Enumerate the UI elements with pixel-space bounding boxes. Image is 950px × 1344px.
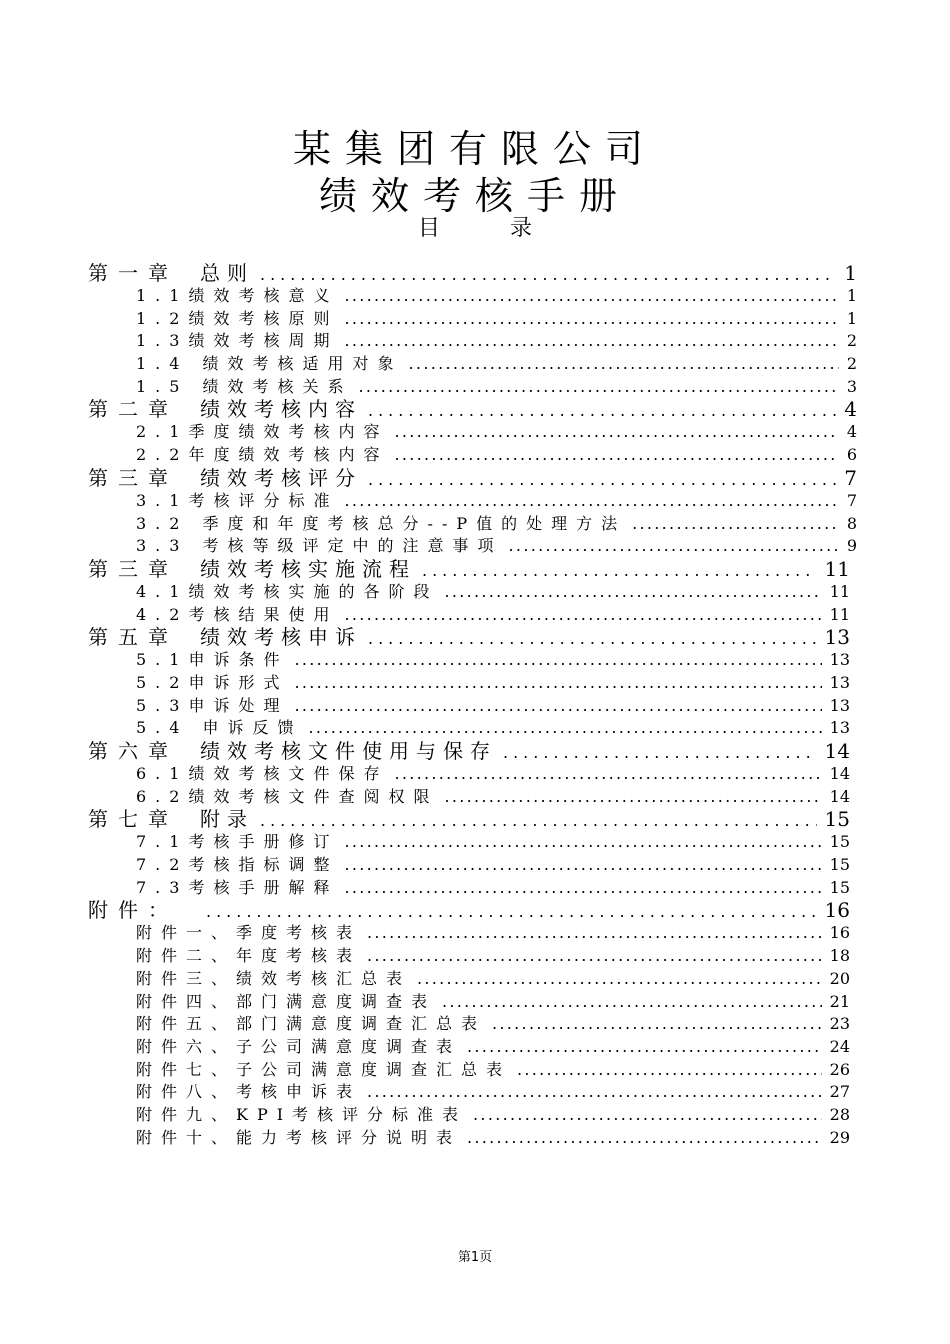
toc-page-number: 15	[829, 832, 850, 852]
toc-entry-label: 1.2绩效考核原则	[136, 308, 344, 331]
toc-dot-leader	[632, 513, 839, 536]
toc-page-number: 4	[844, 397, 857, 422]
toc-entry-label: 7.1考核手册修订	[136, 831, 344, 854]
toc-dot-leader	[394, 444, 838, 467]
toc-page-number: 27	[829, 1082, 850, 1102]
toc-section-entry[interactable]	[0, 1036, 950, 1059]
toc-entry-label: 5.3申诉处理	[136, 695, 294, 718]
toc-entry-label: 3.2 季度和年度考核总分--P值的处理方法	[136, 513, 632, 536]
toc-dot-leader	[367, 922, 822, 945]
toc-dot-leader	[344, 854, 821, 877]
toc-section-entry[interactable]	[0, 763, 950, 786]
toc-chapter-entry[interactable]	[0, 626, 950, 649]
toc-dot-leader	[444, 581, 821, 604]
toc-dot-leader	[467, 1127, 822, 1150]
toc-entry-label: 1.1绩效考核意义	[136, 285, 344, 308]
toc-chapter-entry[interactable]	[0, 467, 950, 490]
toc-dot-leader	[467, 1036, 822, 1059]
toc-dot-leader	[394, 763, 821, 786]
toc-chapter-title: 总则	[200, 261, 254, 285]
toc-entry-label: 附件七、子公司满意度调查汇总表	[136, 1059, 517, 1082]
toc-page-number: 21	[829, 991, 850, 1011]
toc-section-entry[interactable]	[0, 421, 950, 444]
toc-dot-leader	[344, 831, 821, 854]
toc-entry-label: 6.1绩效考核文件保存	[136, 763, 394, 786]
toc-entry-label: 附件三、绩效考核汇总表	[136, 968, 417, 991]
toc-entry-label: 5.1申诉条件	[136, 649, 294, 672]
toc-dot-leader	[368, 399, 836, 422]
toc-page-number: 8	[846, 513, 857, 533]
toc-section-entry[interactable]	[0, 1127, 950, 1150]
toc-page-number: 11	[829, 604, 850, 624]
toc-dot-leader	[509, 535, 839, 558]
toc-page-number: 14	[829, 764, 850, 783]
toc-chapter-title: 附录	[200, 807, 254, 832]
toc-page-number: 15	[829, 855, 850, 875]
document-title-manual: 绩效考核手册	[318, 174, 631, 218]
toc-entry-label: 附件一、季度考核表	[136, 922, 367, 945]
toc-page-number: 23	[829, 1014, 850, 1034]
toc-section-entry[interactable]	[0, 672, 950, 695]
toc-entry-label: 5.2申诉形式	[136, 672, 294, 695]
toc-chapter-title: 绩效考核实施流程	[200, 556, 416, 581]
toc-chapter-entry[interactable]	[0, 558, 950, 581]
toc-entry-label	[88, 899, 206, 922]
toc-entry-label	[88, 808, 260, 831]
toc-page-number: 11	[824, 556, 850, 581]
toc-page-number: 13	[829, 650, 850, 670]
toc-entry-label: 3.3 考核等级评定中的注意事项	[136, 535, 509, 558]
toc-dot-leader	[294, 649, 821, 672]
toc-section-entry[interactable]	[0, 1104, 950, 1127]
toc-page-number: 9	[846, 536, 857, 556]
toc-dot-leader	[294, 672, 821, 695]
toc-entry-label: 3.1考核评分标准	[136, 490, 344, 513]
toc-entry-label: 附件九、KPI考核评分标准表	[136, 1104, 473, 1127]
toc-entry-label: 2.1季度绩效考核内容	[136, 421, 394, 444]
table-of-contents	[0, 262, 950, 1149]
document-title-company: 某集团有限公司	[292, 127, 657, 171]
toc-section-entry[interactable]	[0, 854, 950, 877]
toc-page-number: 11	[829, 581, 850, 601]
toc-entry-label: 6.2绩效考核文件查阅权限	[136, 786, 444, 809]
toc-section-entry[interactable]	[0, 330, 950, 353]
toc-dot-leader	[309, 717, 822, 740]
toc-dot-leader	[344, 604, 821, 627]
toc-chapter-number: 附件：	[88, 898, 178, 923]
toc-entry-label: 5.4 申诉反馈	[136, 717, 309, 740]
toc-dot-leader	[344, 330, 838, 353]
toc-entry-label: 附件二、年度考核表	[136, 945, 367, 968]
toc-entry-label	[88, 467, 368, 490]
toc-page-number: 18	[829, 946, 850, 966]
toc-section-entry[interactable]	[0, 376, 950, 399]
toc-section-entry[interactable]	[0, 649, 950, 672]
toc-chapter-entry[interactable]	[0, 262, 950, 285]
toc-dot-leader	[260, 809, 817, 832]
toc-page-number: 3	[846, 376, 857, 396]
toc-page-number: 13	[829, 695, 850, 715]
toc-section-entry[interactable]	[0, 877, 950, 900]
toc-section-entry[interactable]	[0, 308, 950, 331]
toc-dot-leader	[367, 1081, 822, 1104]
toc-entry-label	[88, 558, 422, 581]
toc-entry-label	[88, 398, 368, 421]
toc-dot-leader	[344, 285, 838, 308]
toc-section-entry[interactable]	[0, 1081, 950, 1104]
toc-section-entry[interactable]	[0, 581, 950, 604]
toc-page-number: 7	[846, 490, 857, 510]
toc-entry-label: 附件十、能力考核评分说明表	[136, 1127, 467, 1150]
toc-dot-leader	[394, 421, 838, 444]
toc-section-entry[interactable]	[0, 353, 950, 376]
toc-chapter-title: 绩效考核申诉	[200, 625, 362, 650]
toc-dot-leader	[294, 695, 821, 718]
toc-entry-label: 4.1绩效考核实施的各阶段	[136, 581, 444, 604]
toc-entry-label: 1.5 绩效考核关系	[136, 376, 359, 399]
toc-page-number: 2	[846, 331, 857, 351]
toc-chapter-entry[interactable]	[0, 398, 950, 421]
toc-page-number: 2	[846, 354, 857, 374]
toc-section-entry[interactable]	[0, 285, 950, 308]
toc-entry-label	[88, 262, 260, 285]
toc-page-number: 28	[829, 1104, 850, 1124]
toc-page-number: 7	[844, 465, 857, 490]
toc-section-entry[interactable]	[0, 444, 950, 467]
toc-page-number: 13	[829, 718, 850, 738]
toc-heading: 目录	[417, 216, 602, 241]
toc-section-entry[interactable]	[0, 604, 950, 627]
toc-section-entry[interactable]	[0, 695, 950, 718]
toc-chapter-number: 第七章	[88, 807, 178, 832]
toc-chapter-entry[interactable]	[0, 899, 950, 922]
toc-dot-leader	[344, 490, 838, 513]
toc-page-number: 16	[824, 898, 850, 923]
toc-dot-leader	[359, 376, 839, 399]
toc-page-number: 1	[844, 261, 857, 285]
toc-section-entry[interactable]	[0, 513, 950, 536]
toc-entry-label: 附件四、部门满意度调查表	[136, 991, 442, 1014]
toc-dot-leader	[517, 1059, 822, 1082]
toc-dot-leader	[409, 353, 839, 376]
toc-section-entry[interactable]	[0, 831, 950, 854]
toc-entry-label: 附件六、子公司满意度调查表	[136, 1036, 467, 1059]
toc-section-entry[interactable]	[0, 1059, 950, 1082]
toc-dot-leader	[492, 1013, 822, 1036]
toc-entry-label: 2.2年度绩效考核内容	[136, 444, 394, 467]
toc-entry-label: 4.2考核结果使用	[136, 604, 344, 627]
toc-dot-leader	[260, 263, 836, 286]
toc-page-number: 15	[824, 807, 850, 832]
toc-entry-label: 1.3绩效考核周期	[136, 330, 344, 353]
toc-dot-leader	[503, 741, 817, 764]
toc-entry-label: 7.3考核手册解释	[136, 877, 344, 900]
toc-page-number: 26	[829, 1059, 850, 1079]
toc-page-number: 1	[846, 286, 857, 305]
toc-entry-label	[88, 626, 368, 649]
toc-section-entry[interactable]	[0, 786, 950, 809]
toc-chapter-number: 第三章	[88, 465, 178, 490]
toc-dot-leader	[368, 468, 836, 491]
toc-page-number: 6	[846, 445, 857, 465]
toc-page-number: 13	[824, 625, 850, 650]
toc-dot-leader	[442, 991, 822, 1014]
toc-chapter-number: 第三章	[88, 556, 178, 581]
toc-chapter-entry[interactable]	[0, 740, 950, 763]
toc-dot-leader	[417, 968, 822, 991]
toc-dot-leader	[344, 877, 821, 900]
toc-page-number: 4	[846, 422, 857, 442]
toc-section-entry[interactable]	[0, 535, 950, 558]
toc-chapter-number: 第一章	[88, 261, 178, 285]
toc-entry-label: 附件五、部门满意度调查汇总表	[136, 1013, 492, 1036]
toc-section-entry[interactable]	[0, 1013, 950, 1036]
toc-entry-label	[88, 740, 503, 763]
toc-dot-leader	[444, 786, 821, 809]
toc-dot-leader	[473, 1104, 822, 1127]
toc-page-number: 15	[829, 877, 850, 897]
toc-entry-label: 7.2考核指标调整	[136, 854, 344, 877]
toc-entry-label: 1.4 绩效考核适用对象	[136, 353, 409, 376]
toc-page-number: 1	[846, 308, 857, 328]
toc-chapter-number: 第六章	[88, 739, 178, 763]
toc-section-entry[interactable]	[0, 991, 950, 1014]
toc-page-number: 14	[829, 786, 850, 806]
page-footer: 第1页	[457, 1250, 493, 1265]
toc-page-number: 29	[829, 1127, 850, 1147]
toc-page-number: 14	[824, 739, 850, 763]
toc-section-entry[interactable]	[0, 945, 950, 968]
toc-section-entry[interactable]	[0, 968, 950, 991]
toc-page-number: 24	[829, 1036, 850, 1056]
toc-chapter-number: 第二章	[88, 397, 178, 422]
toc-page-number: 20	[829, 968, 850, 988]
toc-section-entry[interactable]	[0, 490, 950, 513]
toc-dot-leader	[206, 900, 817, 923]
toc-chapter-title: 绩效考核文件使用与保存	[200, 739, 497, 763]
toc-chapter-number: 第五章	[88, 625, 178, 650]
toc-page-number: 16	[829, 923, 850, 943]
toc-entry-label: 附件八、考核申诉表	[136, 1081, 367, 1104]
toc-chapter-title: 绩效考核内容	[200, 397, 362, 422]
toc-section-entry[interactable]	[0, 922, 950, 945]
toc-chapter-entry[interactable]	[0, 808, 950, 831]
toc-chapter-title: 绩效考核评分	[200, 465, 362, 490]
toc-page-number: 13	[829, 672, 850, 692]
toc-section-entry[interactable]	[0, 717, 950, 740]
toc-dot-leader	[422, 559, 817, 582]
toc-dot-leader	[368, 627, 817, 650]
toc-dot-leader	[344, 308, 838, 331]
toc-dot-leader	[367, 945, 822, 968]
